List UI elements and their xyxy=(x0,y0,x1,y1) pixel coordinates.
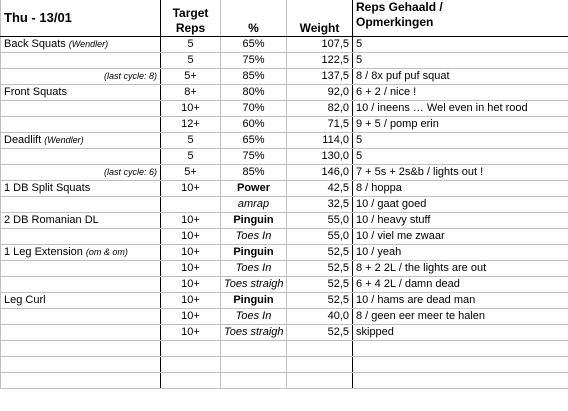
cell-notes[interactable] xyxy=(353,356,568,372)
cell-notes[interactable]: 6 + 4 2L / damn dead xyxy=(353,276,568,292)
cell-percent[interactable]: 60% xyxy=(221,116,287,132)
cell-percent[interactable]: 65% xyxy=(221,36,287,52)
cell-weight[interactable]: 137,5 xyxy=(287,68,353,84)
cell-notes[interactable]: 10 / viel me zwaar xyxy=(353,228,568,244)
cell-target-reps-header[interactable] xyxy=(161,0,221,36)
cell-exercise[interactable] xyxy=(1,148,161,164)
cell-weight[interactable]: 52,5 xyxy=(287,276,353,292)
cell-percent[interactable]: 75% xyxy=(221,52,287,68)
cell-weight[interactable]: 107,5 xyxy=(287,36,353,52)
exercise-name: 1 DB Split Squats xyxy=(4,181,91,194)
cell-exercise[interactable] xyxy=(1,52,161,68)
table-row xyxy=(1,148,568,164)
cell-weight[interactable] xyxy=(287,340,353,356)
table-row xyxy=(1,340,568,356)
table-row xyxy=(1,212,568,228)
cell-weight[interactable]: 32,5 xyxy=(287,196,353,212)
cell-target-reps[interactable]: 8+ xyxy=(161,84,221,100)
cell-target-reps[interactable]: 5+ xyxy=(161,68,221,84)
cell-percent[interactable] xyxy=(221,340,287,356)
cell-exercise[interactable] xyxy=(1,292,161,308)
cell-percent[interactable] xyxy=(221,356,287,372)
cell-weight-header[interactable]: Weight xyxy=(287,0,353,36)
header-row xyxy=(1,0,568,36)
table-row xyxy=(1,372,568,388)
cell-exercise[interactable] xyxy=(1,164,161,180)
cell-exercise[interactable] xyxy=(1,260,161,276)
table-row xyxy=(1,116,568,132)
cell-exercise[interactable] xyxy=(1,340,161,356)
cell-weight[interactable] xyxy=(287,372,353,388)
cell-notes[interactable] xyxy=(353,340,568,356)
exercise-note: (last cycle: 6) xyxy=(103,166,157,177)
exercise-note: (om & om) xyxy=(85,246,128,257)
cell-weight[interactable]: 42,5 xyxy=(287,180,353,196)
cell-weight[interactable]: 55,0 xyxy=(287,212,353,228)
cell-notes[interactable]: 8 + 2 2L / the lights are out xyxy=(353,260,568,276)
cell-percent[interactable]: 80% xyxy=(221,84,287,100)
cell-percent[interactable]: 65% xyxy=(221,132,287,148)
cell-percent[interactable]: 75% xyxy=(221,148,287,164)
cell-weight[interactable]: 52,5 xyxy=(287,292,353,308)
cell-weight[interactable] xyxy=(287,356,353,372)
cell-weight[interactable]: 130,0 xyxy=(287,148,353,164)
cell-exercise[interactable] xyxy=(1,180,161,196)
table-row xyxy=(1,356,568,372)
cell-notes-header[interactable] xyxy=(353,0,568,36)
cell-exercise[interactable] xyxy=(1,228,161,244)
cell-percent[interactable]: Power xyxy=(221,180,287,196)
cell-notes[interactable]: 9 + 5 / pomp erin xyxy=(353,116,568,132)
cell-notes[interactable] xyxy=(353,372,568,388)
exercise-name: Deadlift xyxy=(4,133,42,146)
table-row xyxy=(1,100,568,116)
table-row xyxy=(1,52,568,68)
notes-label-2: Opmerkingen xyxy=(356,15,434,29)
cell-target-reps[interactable]: 5 xyxy=(161,148,221,164)
cell-weight[interactable]: 52,5 xyxy=(287,244,353,260)
cell-notes[interactable]: 5 xyxy=(353,52,568,68)
cell-target-reps[interactable]: 10+ xyxy=(161,228,221,244)
exercise-name: 1 Leg Extension xyxy=(4,245,83,258)
cell-weight[interactable]: 52,5 xyxy=(287,260,353,276)
cell-target-reps[interactable]: 10+ xyxy=(161,324,221,340)
cell-target-reps[interactable] xyxy=(161,196,221,212)
cell-target-reps[interactable]: 10+ xyxy=(161,292,221,308)
cell-exercise[interactable] xyxy=(1,116,161,132)
cell-percent[interactable]: 85% xyxy=(221,164,287,180)
cell-target-reps[interactable]: 10+ xyxy=(161,260,221,276)
table-row xyxy=(1,180,568,196)
cell-percent[interactable]: Toes straigh xyxy=(221,276,287,292)
table-row xyxy=(1,228,568,244)
cell-notes[interactable]: skipped xyxy=(353,324,568,340)
cell-notes[interactable]: 8 / 8x puf puf squat xyxy=(353,68,568,84)
cell-weight[interactable]: 82,0 xyxy=(287,100,353,116)
cell-target-reps[interactable]: 12+ xyxy=(161,116,221,132)
cell-percent[interactable]: Pinguin xyxy=(221,212,287,228)
cell-notes[interactable]: 5 xyxy=(353,36,568,52)
cell-exercise[interactable] xyxy=(1,308,161,324)
cell-notes[interactable]: 10 / yeah xyxy=(353,244,568,260)
cell-exercise[interactable] xyxy=(1,356,161,372)
cell-target-reps[interactable]: 5 xyxy=(161,36,221,52)
exercise-note: (Wendler) xyxy=(68,38,109,49)
cell-notes[interactable]: 10 / heavy stuff xyxy=(353,212,568,228)
cell-exercise[interactable] xyxy=(1,84,161,100)
cell-percent[interactable]: 85% xyxy=(221,68,287,84)
cell-target-reps[interactable]: 5 xyxy=(161,132,221,148)
cell-target-reps[interactable] xyxy=(161,340,221,356)
table-row xyxy=(1,260,568,276)
cell-notes[interactable]: 8 / geen eer meer te halen xyxy=(353,308,568,324)
table-row xyxy=(1,276,568,292)
cell-target-reps[interactable]: 10+ xyxy=(161,180,221,196)
cell-exercise[interactable] xyxy=(1,244,161,260)
cell-notes[interactable]: 6 + 2 / nice ! xyxy=(353,84,568,100)
cell-notes[interactable]: 8 / hoppa xyxy=(353,180,568,196)
cell-weight[interactable]: 40,0 xyxy=(287,308,353,324)
cell-weight[interactable]: 114,0 xyxy=(287,132,353,148)
cell-day-header[interactable]: Thu - 13/01 xyxy=(1,0,161,36)
cell-notes[interactable]: 5 xyxy=(353,148,568,164)
cell-notes[interactable]: 5 xyxy=(353,132,568,148)
cell-exercise[interactable] xyxy=(1,132,161,148)
cell-weight[interactable]: 92,0 xyxy=(287,84,353,100)
cell-exercise[interactable] xyxy=(1,212,161,228)
table-row xyxy=(1,244,568,260)
exercise-note: (last cycle: 8) xyxy=(103,70,157,81)
cell-percent[interactable] xyxy=(221,372,287,388)
table-row xyxy=(1,132,568,148)
cell-exercise[interactable] xyxy=(1,36,161,52)
cell-exercise[interactable] xyxy=(1,276,161,292)
cell-weight[interactable]: 71,5 xyxy=(287,116,353,132)
cell-percent[interactable]: Pinguin xyxy=(221,292,287,308)
cell-percent[interactable]: Pinguin xyxy=(221,244,287,260)
cell-target-reps[interactable] xyxy=(161,372,221,388)
cell-target-reps[interactable]: 10+ xyxy=(161,100,221,116)
cell-weight[interactable]: 122,5 xyxy=(287,52,353,68)
target-reps-label-1: Target xyxy=(172,5,209,20)
cell-percent[interactable]: 70% xyxy=(221,100,287,116)
table-row xyxy=(1,324,568,340)
cell-target-reps[interactable]: 5 xyxy=(161,52,221,68)
exercise-name: Front Squats xyxy=(4,85,67,98)
cell-notes[interactable]: 10 / gaat goed xyxy=(353,196,568,212)
cell-percent[interactable]: Toes straigh xyxy=(221,324,287,340)
table-row xyxy=(1,84,568,100)
cell-exercise[interactable] xyxy=(1,372,161,388)
notes-label-1: Reps Gehaald / xyxy=(356,0,443,14)
cell-percent[interactable]: Toes In xyxy=(221,308,287,324)
cell-notes[interactable]: 10 / hams are dead man xyxy=(353,292,568,308)
target-reps-label-2: Reps xyxy=(175,20,206,35)
table-row xyxy=(1,196,568,212)
table-row xyxy=(1,308,568,324)
exercise-name: Leg Curl xyxy=(4,293,46,306)
cell-exercise[interactable] xyxy=(1,100,161,116)
cell-exercise[interactable] xyxy=(1,68,161,84)
cell-exercise[interactable] xyxy=(1,196,161,212)
cell-percent[interactable]: amrap xyxy=(221,196,287,212)
table-row xyxy=(1,36,568,52)
cell-exercise[interactable] xyxy=(1,324,161,340)
exercise-name: 2 DB Romanian DL xyxy=(4,213,99,226)
cell-percent[interactable]: Toes In xyxy=(221,260,287,276)
cell-target-reps[interactable] xyxy=(161,356,221,372)
cell-percent[interactable]: Toes In xyxy=(221,228,287,244)
cell-percent-header[interactable]: % xyxy=(221,0,287,36)
table-row xyxy=(1,68,568,84)
table-row xyxy=(1,292,568,308)
cell-weight[interactable]: 146,0 xyxy=(287,164,353,180)
exercise-name: Back Squats xyxy=(4,37,66,50)
cell-weight[interactable]: 55,0 xyxy=(287,228,353,244)
cell-target-reps[interactable]: 10+ xyxy=(161,212,221,228)
exercise-note: (Wendler) xyxy=(44,134,84,145)
cell-weight[interactable]: 52,5 xyxy=(287,324,353,340)
cell-target-reps[interactable]: 5+ xyxy=(161,164,221,180)
table-row xyxy=(1,164,568,180)
cell-target-reps[interactable]: 10+ xyxy=(161,244,221,260)
cell-target-reps[interactable]: 10+ xyxy=(161,308,221,324)
cell-target-reps[interactable]: 10+ xyxy=(161,276,221,292)
cell-notes[interactable]: 10 / ineens … Wel even in het rood xyxy=(353,100,568,116)
cell-notes[interactable]: 7 + 5s + 2s&b / lights out ! xyxy=(353,164,568,180)
